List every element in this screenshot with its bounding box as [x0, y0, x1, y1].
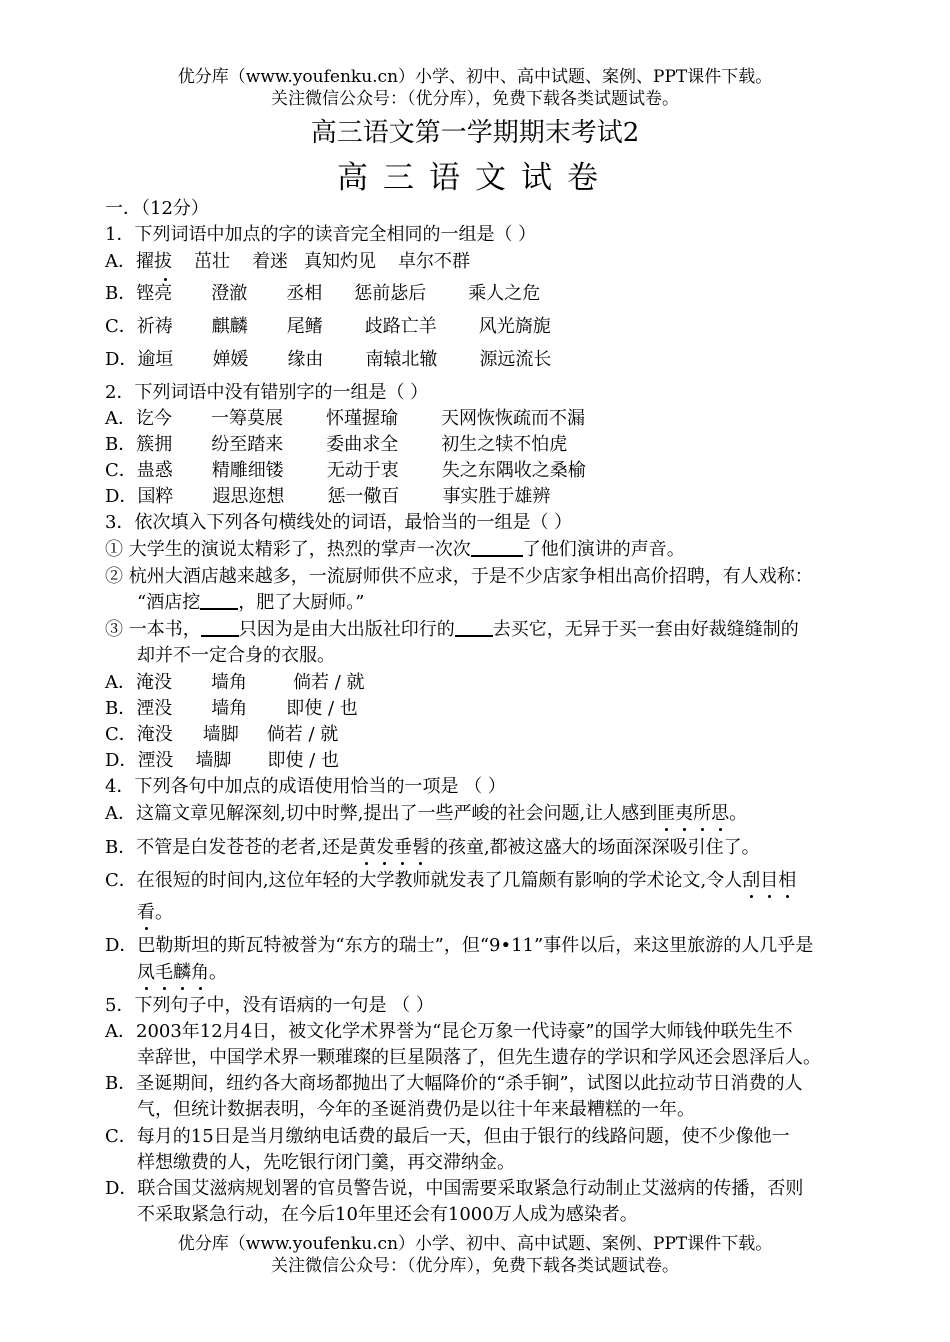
q5-option-c-cont: 样想缴费的人，先吃银行闭门羹，再交滞纳金。: [137, 1152, 515, 1173]
q3-option-b: B．湮没 墙角 即使 / 也: [105, 698, 358, 719]
q4-option-c: C．在很短的时间内,这位年轻的大学教师就发表了几篇颇有影响的学术论文,令人刮目相: [105, 870, 797, 891]
emphasis-char: 发: [375, 837, 394, 858]
q1-option-b: B．铿亮 澄澈 丞相 惩前毖后 乘人之危: [105, 283, 541, 304]
emphasis-char: 凤: [137, 962, 155, 983]
paper-subtitle: 高三语文试卷: [337, 160, 613, 196]
emphasis-char: 思: [711, 803, 730, 824]
emphasis-char: 角: [191, 962, 209, 983]
q2-option-b: B．簇拥 纷至踏来 委曲求全 初生之犊不怕虎: [105, 434, 568, 455]
q5-option-b-cont: 气，但统计数据表明，今年的圣诞消费仍是以往十年来最糟糕的一年。: [137, 1099, 695, 1120]
header-line-2: 关注微信公众号：（优分库），免费下载各类试题试卷。: [271, 89, 679, 109]
emphasis-char: 刮: [742, 870, 761, 891]
q5-stem: 5．下列句子中，没有语病的一句是 （ ）: [105, 995, 434, 1016]
emphasis-char: 相: [778, 870, 797, 891]
emphasis-char: 夷: [675, 803, 694, 824]
emphasis-char: 所: [693, 803, 712, 824]
q2-option-c: C．蛊惑 精雕细镂 无动于衷 失之东隅收之桑榆: [105, 460, 586, 481]
q4-option-d-cont: 凤毛麟角。: [137, 962, 227, 983]
q3-option-d: D．湮没 墙脚 即使 / 也: [105, 750, 339, 771]
q3-sentence-3-cont: 却并不一定合身的衣服。: [137, 645, 335, 666]
q5-option-c: C．每月的15日是当月缴纳电话费的最后一天，但由于银行的线路问题，使不少像他一: [105, 1126, 790, 1147]
q3-option-c: C．淹没 墙脚 倘若 / 就: [105, 724, 339, 745]
q3-sentence-2-cont: “酒店挖 ，肥了大厨师。”: [137, 592, 365, 613]
dotted-idiom: [742, 870, 796, 891]
q2-option-a: A．讫今 一筹莫展 怀瑾握瑜 天网恢恢疏而不漏: [105, 408, 585, 429]
q3-stem: 3．依次填入下列各句横线处的词语，最恰当的一组是（ ）: [105, 512, 573, 533]
q5-option-a-cont: 幸辞世，中国学术界一颗璀璨的巨星陨落了，但先生遗存的学识和学风还会恩泽后人。: [137, 1047, 821, 1068]
q3-sentence-3: ③ 一本书， 只因为是由大出版社印行的 去买它，无异于买一套由好裁缝缝制的: [105, 619, 799, 640]
q2-option-d: D．国粹 遐思迩想 惩一儆百 事实胜于雄辨: [105, 486, 551, 507]
emphasis-char: 黄: [357, 837, 376, 858]
q5-option-d-cont: 不采取紧急行动，在今后10年里还会有1000万人成为感染者。: [137, 1204, 638, 1225]
blank-1: [471, 539, 523, 557]
blank-3: [201, 619, 239, 637]
emphasis-char: 目: [760, 870, 779, 891]
blank-2: [200, 592, 238, 610]
dotted-idiom: [657, 803, 729, 824]
q5-option-a: A．2003年12月4日，被文化学术界誉为“昆仑万象一代诗豪”的国学大师钱仲联先生不: [105, 1021, 793, 1042]
q3-option-a: A．淹没 墙角 倘若 / 就: [105, 672, 365, 693]
q4-option-b: B．不管是白发苍苍的老者,还是黄发垂髫的孩童,都被这盛大的场面深深吸引住了。: [105, 837, 760, 858]
dotted-idiom: [358, 837, 430, 858]
section-heading: 一．（12分）: [105, 198, 209, 219]
q4-option-d: D．巴勒斯坦的斯瓦特被誉为“东方的瑞士”，但“9•11”事件以后，来这里旅游的人几乎是: [105, 935, 814, 956]
footer-line-1: 优分库（www.youfenku.cn）小学、初中、高中试题、案例、PPT课件下载。: [177, 1234, 773, 1254]
header-line-1: 优分库（www.youfenku.cn）小学、初中、高中试题、案例、PPT课件下载。: [177, 67, 773, 87]
emphasis-char: 毛: [155, 962, 173, 983]
exam-title: 高三语文第一学期期末考试2: [310, 118, 640, 148]
emphasis-char: 髫: [411, 837, 430, 858]
footer-line-2: 关注微信公众号：（优分库），免费下载各类试题试卷。: [271, 1256, 679, 1276]
q4-option-a: A．这篇文章见解深刻,切中时弊,提出了一些严峻的社会问题,让人感到匪夷所思。: [105, 803, 748, 824]
dotted-idiom: [137, 962, 209, 983]
q1-option-c: C．祈祷 麒麟 尾鳍 歧路亡羊 风光旖旎: [105, 316, 551, 337]
q4-option-c-cont: 看。: [137, 902, 173, 923]
q4-stem: 4．下列各句中加点的成语使用恰当的一项是 （ ）: [105, 776, 506, 797]
q2-stem: 2．下列词语中没有错别字的一组是（ ）: [105, 382, 429, 403]
emphasis-char: 垂: [393, 837, 412, 858]
q3-sentence-2: ② 杭州大酒店越来越多，一流厨师供不应求，于是不少店家争相出高价招聘，有人戏称：: [105, 566, 813, 587]
q3-sentence-1: ① 大学生的演说太精彩了，热烈的掌声一次次 了他们演讲的声音。: [105, 539, 685, 560]
emphasis-char: 看: [137, 902, 155, 923]
q1-stem: 1．下列词语中加点的字的读音完全相同的一组是（ ）: [105, 224, 537, 245]
q1-option-a: A．擢拔 茁壮 着迷 真知灼见 卓尔不群: [105, 251, 470, 272]
q5-option-b: B．圣诞期间，纽约各大商场都抛出了大幅降价的“杀手锏”，试图以此拉动节日消费的人: [105, 1073, 803, 1094]
emphasis-char: 匪: [657, 803, 676, 824]
emphasis-char: 麟: [173, 962, 191, 983]
q5-option-d: D．联合国艾滋病规划署的官员警告说，中国需要采取紧急行动制止艾滋病的传播，否则: [105, 1178, 804, 1199]
blank-4: [455, 619, 493, 637]
q1-option-d: D．逾垣 婵媛 缘由 南辕北辙 源远流长: [105, 349, 552, 370]
